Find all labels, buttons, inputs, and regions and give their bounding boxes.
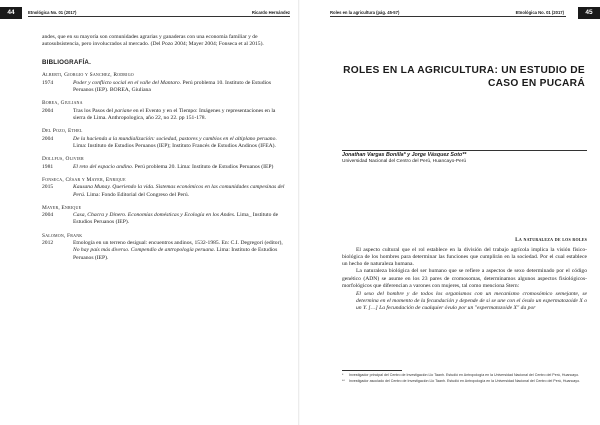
bibliography-text-segment: Kausana Munay. Queriendo la vida. Sistemas económicos en las comunidades campesinas del Perú: [73, 184, 285, 198]
bibliography-text-segment: Tras los Pasos del: [73, 107, 115, 114]
footnote-marker: **: [342, 379, 345, 383]
bibliography-author: Dollfus, Olivier: [42, 156, 84, 163]
left-body: [42, 34, 287, 268]
left-header-rule: [28, 16, 290, 17]
bibliography-reference: [42, 212, 287, 226]
bibliography-text-segment: Etnología en un terreno desigual: encuentros andinos, 1532-1985. En: C.I. Degregori (editor),: [73, 240, 283, 247]
bibliography-reference: [42, 240, 287, 261]
footnote-text: Investigador principal del Centro de Investigación Llo Taanh. Estudió en Antropología en la Universidad Nacional del Centro del Perú, Huancayo.: [349, 373, 580, 377]
footnotes: [342, 373, 587, 385]
section-heading: La naturaleza de los roles: [515, 237, 587, 243]
bibliography-entry: [42, 100, 287, 121]
bibliography-heading: BIBLIOGRAFÍA.: [42, 59, 92, 67]
bibliography-entry: [42, 177, 287, 198]
bibliography-text: [73, 184, 287, 198]
bibliography-year: 2004: [42, 107, 54, 114]
bibliography-reference: [42, 108, 287, 122]
article-title-line-2: CASO EN PUCARÁ: [487, 77, 585, 89]
left-running-head-journal: Etnológica No. 01 (2017): [28, 10, 77, 15]
right-running-head-article: Roles en la agricultura (pág. 45-57): [330, 10, 400, 15]
bibliography-reference: [42, 80, 287, 94]
bibliography-text-segment: Poder y conflicto social en el valle del Mantaro: [73, 79, 180, 86]
left-running-head-author: Ricardo Hernández: [251, 10, 290, 15]
article-title-line-1: ROLES EN LA AGRICULTURA: UN ESTUDIO DE: [343, 65, 585, 76]
footnote: [342, 373, 587, 378]
bibliography-year: 1981: [42, 163, 54, 170]
bibliography-list: [42, 72, 287, 261]
bibliography-author: Alberti, Giorgio y Sanchez, Rodrigo: [42, 72, 134, 79]
bibliography-year: 1974: [42, 79, 54, 86]
body-paragraph-2: La naturaleza biológica del ser humano que se refiere a aspectos de sexo determinado por el código genético (ADN) se asume en los 23 pares de cromosomas, determinamos algunos aspectos fisiológicos-morfológicos que diferencian a varones con mujeres, tal como menciona Stern:: [342, 268, 587, 289]
bibliography-text-segment: . Perú problema 20. Lima: Instituto de Estudios Peruanos (IEP): [131, 163, 274, 170]
bibliography-reference: [42, 164, 287, 171]
bibliography-text-segment: . Lima: Instituto de Estudios Peruanos (IEP); Instituto Francés de Estudios Andinos (IFEA).: [73, 135, 277, 149]
bibliography-year: 2015: [42, 184, 54, 191]
footnote-text: Investigador asociado del Centro de Investigación Llo Taanh. Estudió en Antropología en la Universidad Nacional del Centro del Perú, Huancayo.: [349, 379, 581, 383]
footnote-marker: *: [342, 373, 344, 377]
bibliography-entry: [42, 156, 287, 170]
author-affiliation: Universidad Nacional del Centro del Perú, Huancayo-Perú: [342, 159, 466, 164]
bibliography-text-segment: pariane: [114, 107, 132, 114]
bibliography-reference: [42, 184, 287, 198]
bibliography-author: Fonseca, César y Mayer, Enrique: [42, 177, 126, 184]
bibliography-author: Del Pozo, Ethel: [42, 128, 83, 135]
bibliography-text-segment: . Lima_ Instituto de Estudios Peruanos (IEP).: [73, 212, 279, 226]
bibliography-entry: [42, 233, 287, 262]
left-page-number: 44: [0, 7, 22, 19]
bibliography-text-segment: No hay país más diverso. Compendio de antropología peruana: [73, 247, 214, 254]
bibliography-reference: [42, 136, 287, 150]
bibliography-entry: [42, 72, 287, 93]
bibliography-year: 2004: [42, 135, 54, 142]
bibliography-text: [73, 80, 287, 94]
bibliography-text-segment: Casa, Chacra y Dinero. Economías domésticas y Ecología en los Andes: [73, 212, 234, 219]
bibliography-text-segment: . Lima: Instituto de Estudios Peruanos (IEP).: [73, 247, 278, 261]
intro-paragraph: andes, que en su mayoría son comunidades agrarias y ganaderas con una economía familiar y de autosubsistencia, pero involucrados al mercado. (Del Pozo 2004; Mayer 2004; Fonseca et al 2015).: [42, 34, 264, 48]
bibliography-text-segment: De la hacienda a la mundialización: sociedad, pastores y cambios en el altiplano peruano: [73, 135, 276, 142]
bibliography-entry: [42, 205, 287, 226]
right-body: [342, 247, 587, 312]
bibliography-text-segment: . Lima: Fondo Editorial del Congreso del Perú.: [83, 191, 190, 198]
block-quote: El sexo del hombre y de todos los organismos con un mecanismo cromosómico semejante, se determina en el momento de la fecundación y depende de si se une con el óvulo un espermatozoide X o un Y. […] La fecundación de cualquier óvulo por un "espermatozoide X" da por: [356, 290, 587, 312]
bibliography-author: Mayer, Enrique: [42, 205, 82, 212]
body-paragraph-1: El aspecto cultural que el rol establece en la división del trabajo agrícola implica la visión físico-biológica de los hombres para determinar las funciones que cumplirán en la sociedad. Por el cual establece un hecho de naturaleza humana.: [342, 247, 587, 268]
footnote-rule: [342, 370, 402, 371]
right-running-head-journal: Etnológica No. 01 (2017): [515, 10, 564, 15]
bibliography-entry: [42, 128, 287, 149]
bibliography-author: Salomon, Frank: [42, 233, 83, 240]
bibliography-text: [73, 164, 287, 171]
bibliography-text: [73, 212, 287, 226]
bibliography-text-segment: . Perú problema 10. Instituto de Estudios Peruanos (IEP). BOREA, Giuliana: [73, 79, 272, 93]
bibliography-year: 2012: [42, 240, 54, 247]
author-names: Jonathan Vargas Bonilla* y Jorge Vásquez Soto**: [342, 152, 467, 158]
bibliography-year: 2004: [42, 212, 54, 219]
right-header-rule: [330, 16, 566, 17]
footnote: [342, 379, 587, 384]
bibliography-author: Borea, Giuliana: [42, 100, 83, 107]
bibliography-text: [73, 108, 287, 122]
bibliography-text: [73, 136, 287, 150]
author-rule: [342, 150, 587, 151]
right-page: [300, 0, 600, 425]
bibliography-text-segment: en el Evento y en el Tiempo: Imágenes y representaciones en la sierra de Lima. Anthropologica, año 22, no 22. pp 151-178.: [73, 107, 276, 121]
article-title: [330, 65, 585, 90]
right-page-number: 45: [578, 7, 600, 19]
bibliography-text: [73, 240, 287, 261]
bibliography-text-segment: El reto del espacio andino: [73, 163, 132, 170]
